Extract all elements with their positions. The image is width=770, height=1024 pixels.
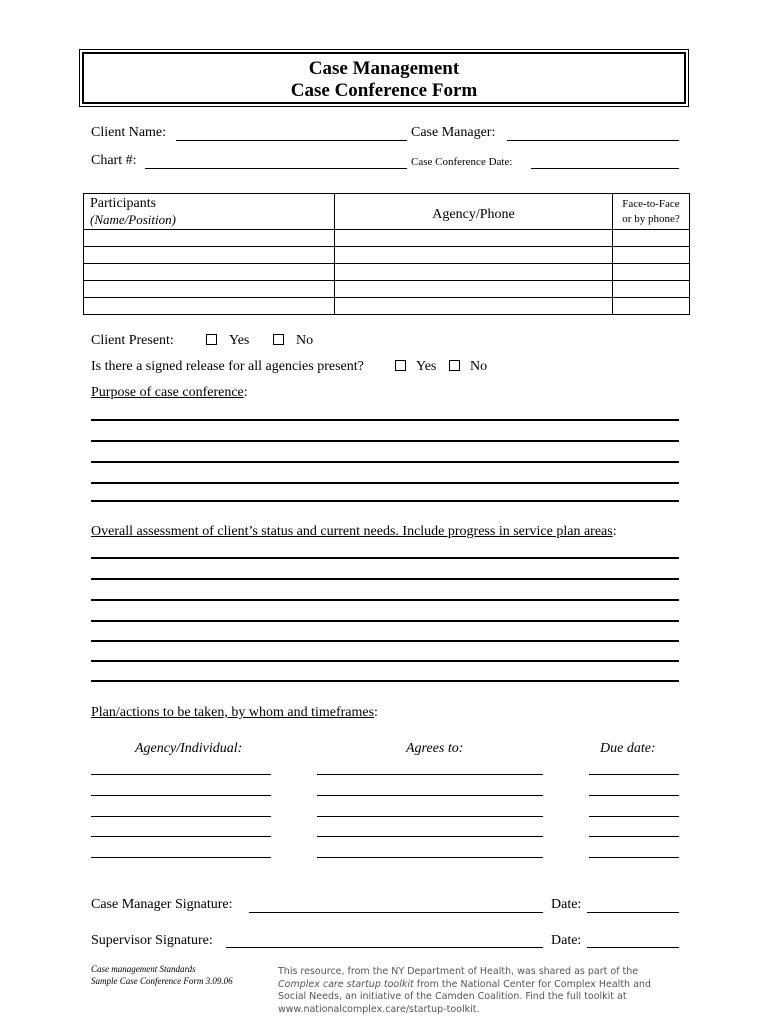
assessment-line[interactable] (91, 620, 679, 622)
due-date-line[interactable] (589, 795, 679, 796)
case-manager-signature-field[interactable] (249, 912, 543, 913)
client-name-field[interactable] (176, 140, 407, 141)
case-manager-date-label: Date: (551, 897, 582, 912)
participant-cell[interactable] (84, 264, 335, 281)
assessment-line[interactable] (91, 660, 679, 662)
client-name-label: Client Name: (91, 125, 167, 140)
client-present-yes-checkbox[interactable] (206, 334, 217, 345)
participants-table (83, 193, 690, 315)
assessment-colon: : (612, 524, 617, 539)
agency-individual-line[interactable] (91, 816, 271, 817)
agrees-to-line[interactable] (317, 836, 543, 837)
table-row (84, 281, 690, 298)
footer-attribution-text-2: from the National Center for Complex Health and Social Needs, an initiative of the Camden Coalition. Find the full toolkit at www.nationalcomplex.care/startup-toolkit. (278, 978, 651, 1015)
case-manager-label: Case Manager: (411, 125, 496, 140)
due-date-line[interactable] (589, 857, 679, 858)
footer-left (91, 963, 233, 987)
chart-number-field[interactable] (145, 168, 407, 169)
purpose-line[interactable] (91, 419, 679, 421)
participants-sublabel: (Name/Position) (90, 212, 176, 227)
form-title: Case Management (308, 58, 460, 79)
agency-cell[interactable] (335, 247, 613, 264)
client-present-no-label: No (296, 333, 314, 348)
purpose-line[interactable] (91, 440, 679, 442)
case-manager-date-field[interactable] (587, 912, 679, 913)
mode-cell[interactable] (613, 247, 690, 264)
form-subtitle: Case Conference Form (290, 80, 478, 101)
participant-cell[interactable] (84, 298, 335, 315)
agency-individual-header: Agency/Individual: (135, 741, 243, 756)
face-to-face-label: Face-to-Face (622, 198, 680, 210)
due-date-line[interactable] (589, 836, 679, 837)
due-date-line[interactable] (589, 816, 679, 817)
purpose-label: Purpose of case conference (91, 385, 244, 400)
case-manager-field[interactable] (507, 140, 679, 141)
assessment-line[interactable] (91, 578, 679, 580)
release-no-checkbox[interactable] (449, 360, 460, 371)
due-date-header: Due date: (600, 741, 656, 756)
agency-individual-line[interactable] (91, 857, 271, 858)
agrees-to-line[interactable] (317, 816, 543, 817)
footer-attribution (278, 966, 678, 1016)
plan-heading (91, 705, 378, 721)
plan-label: Plan/actions to be taken, by whom and timeframes (91, 705, 375, 720)
agency-cell[interactable] (335, 281, 613, 298)
participant-cell[interactable] (84, 281, 335, 298)
agency-individual-line[interactable] (91, 836, 271, 837)
assessment-line[interactable] (91, 557, 679, 559)
agency-phone-col-header (335, 194, 613, 230)
participants-label: Participants (90, 196, 157, 211)
table-row (84, 298, 690, 315)
purpose-line[interactable] (91, 482, 679, 484)
assessment-line[interactable] (91, 640, 679, 642)
due-date-line[interactable] (589, 774, 679, 775)
purpose-line[interactable] (91, 461, 679, 463)
purpose-colon: : (243, 385, 248, 400)
agency-cell[interactable] (335, 264, 613, 281)
face-to-face-col-header (613, 194, 690, 230)
conference-date-field[interactable] (531, 168, 679, 169)
client-present-yes-label: Yes (229, 333, 250, 348)
table-row (84, 230, 690, 247)
form-title-box (82, 52, 686, 104)
mode-cell[interactable] (613, 281, 690, 298)
supervisor-date-field[interactable] (587, 947, 679, 948)
supervisor-date-label: Date: (551, 933, 582, 948)
assessment-line[interactable] (91, 599, 679, 601)
client-present-label: Client Present: (91, 333, 174, 348)
plan-colon: : (374, 705, 378, 720)
toolkit-title: Complex care startup toolkit (278, 978, 414, 990)
participant-cell[interactable] (84, 230, 335, 247)
release-yes-checkbox[interactable] (395, 360, 406, 371)
agrees-to-line[interactable] (317, 857, 543, 858)
assessment-line[interactable] (91, 680, 679, 682)
chart-number-label: Chart #: (91, 153, 137, 168)
release-yes-label: Yes (416, 359, 437, 374)
agency-individual-line[interactable] (91, 774, 271, 775)
release-question: Is there a signed release for all agencies present? (91, 359, 364, 374)
agency-individual-line[interactable] (91, 795, 271, 796)
purpose-line[interactable] (91, 500, 679, 502)
conference-date-label: Case Conference Date: (411, 156, 513, 168)
participant-cell[interactable] (84, 247, 335, 264)
table-row (84, 247, 690, 264)
release-no-label: No (470, 359, 488, 374)
footer-standards: Case management Standards (91, 964, 196, 974)
table-row (84, 264, 690, 281)
footer-form-id: Sample Case Conference Form 3.09.06 (91, 976, 233, 986)
footer-attribution-text: This resource, from the NY Department of Health, was shared as part of the (278, 966, 639, 977)
mode-cell[interactable] (613, 264, 690, 281)
mode-cell[interactable] (613, 230, 690, 247)
supervisor-signature-field[interactable] (226, 947, 543, 948)
assessment-heading (91, 524, 617, 540)
agrees-to-header: Agrees to: (406, 741, 464, 756)
agrees-to-line[interactable] (317, 795, 543, 796)
by-phone-label: or by phone? (622, 213, 680, 225)
assessment-label: Overall assessment of client’s status and current needs. Include progress in service plan areas (91, 524, 613, 539)
participants-header-row (84, 194, 690, 230)
purpose-heading (91, 385, 248, 401)
case-manager-signature-label: Case Manager Signature: (91, 897, 233, 912)
agency-phone-label: Agency/Phone (432, 207, 515, 222)
agrees-to-line[interactable] (317, 774, 543, 775)
mode-cell[interactable] (613, 298, 690, 315)
participants-col-header (84, 194, 335, 230)
client-present-no-checkbox[interactable] (273, 334, 284, 345)
agency-cell[interactable] (335, 230, 613, 247)
supervisor-signature-label: Supervisor Signature: (91, 933, 213, 948)
agency-cell[interactable] (335, 298, 613, 315)
